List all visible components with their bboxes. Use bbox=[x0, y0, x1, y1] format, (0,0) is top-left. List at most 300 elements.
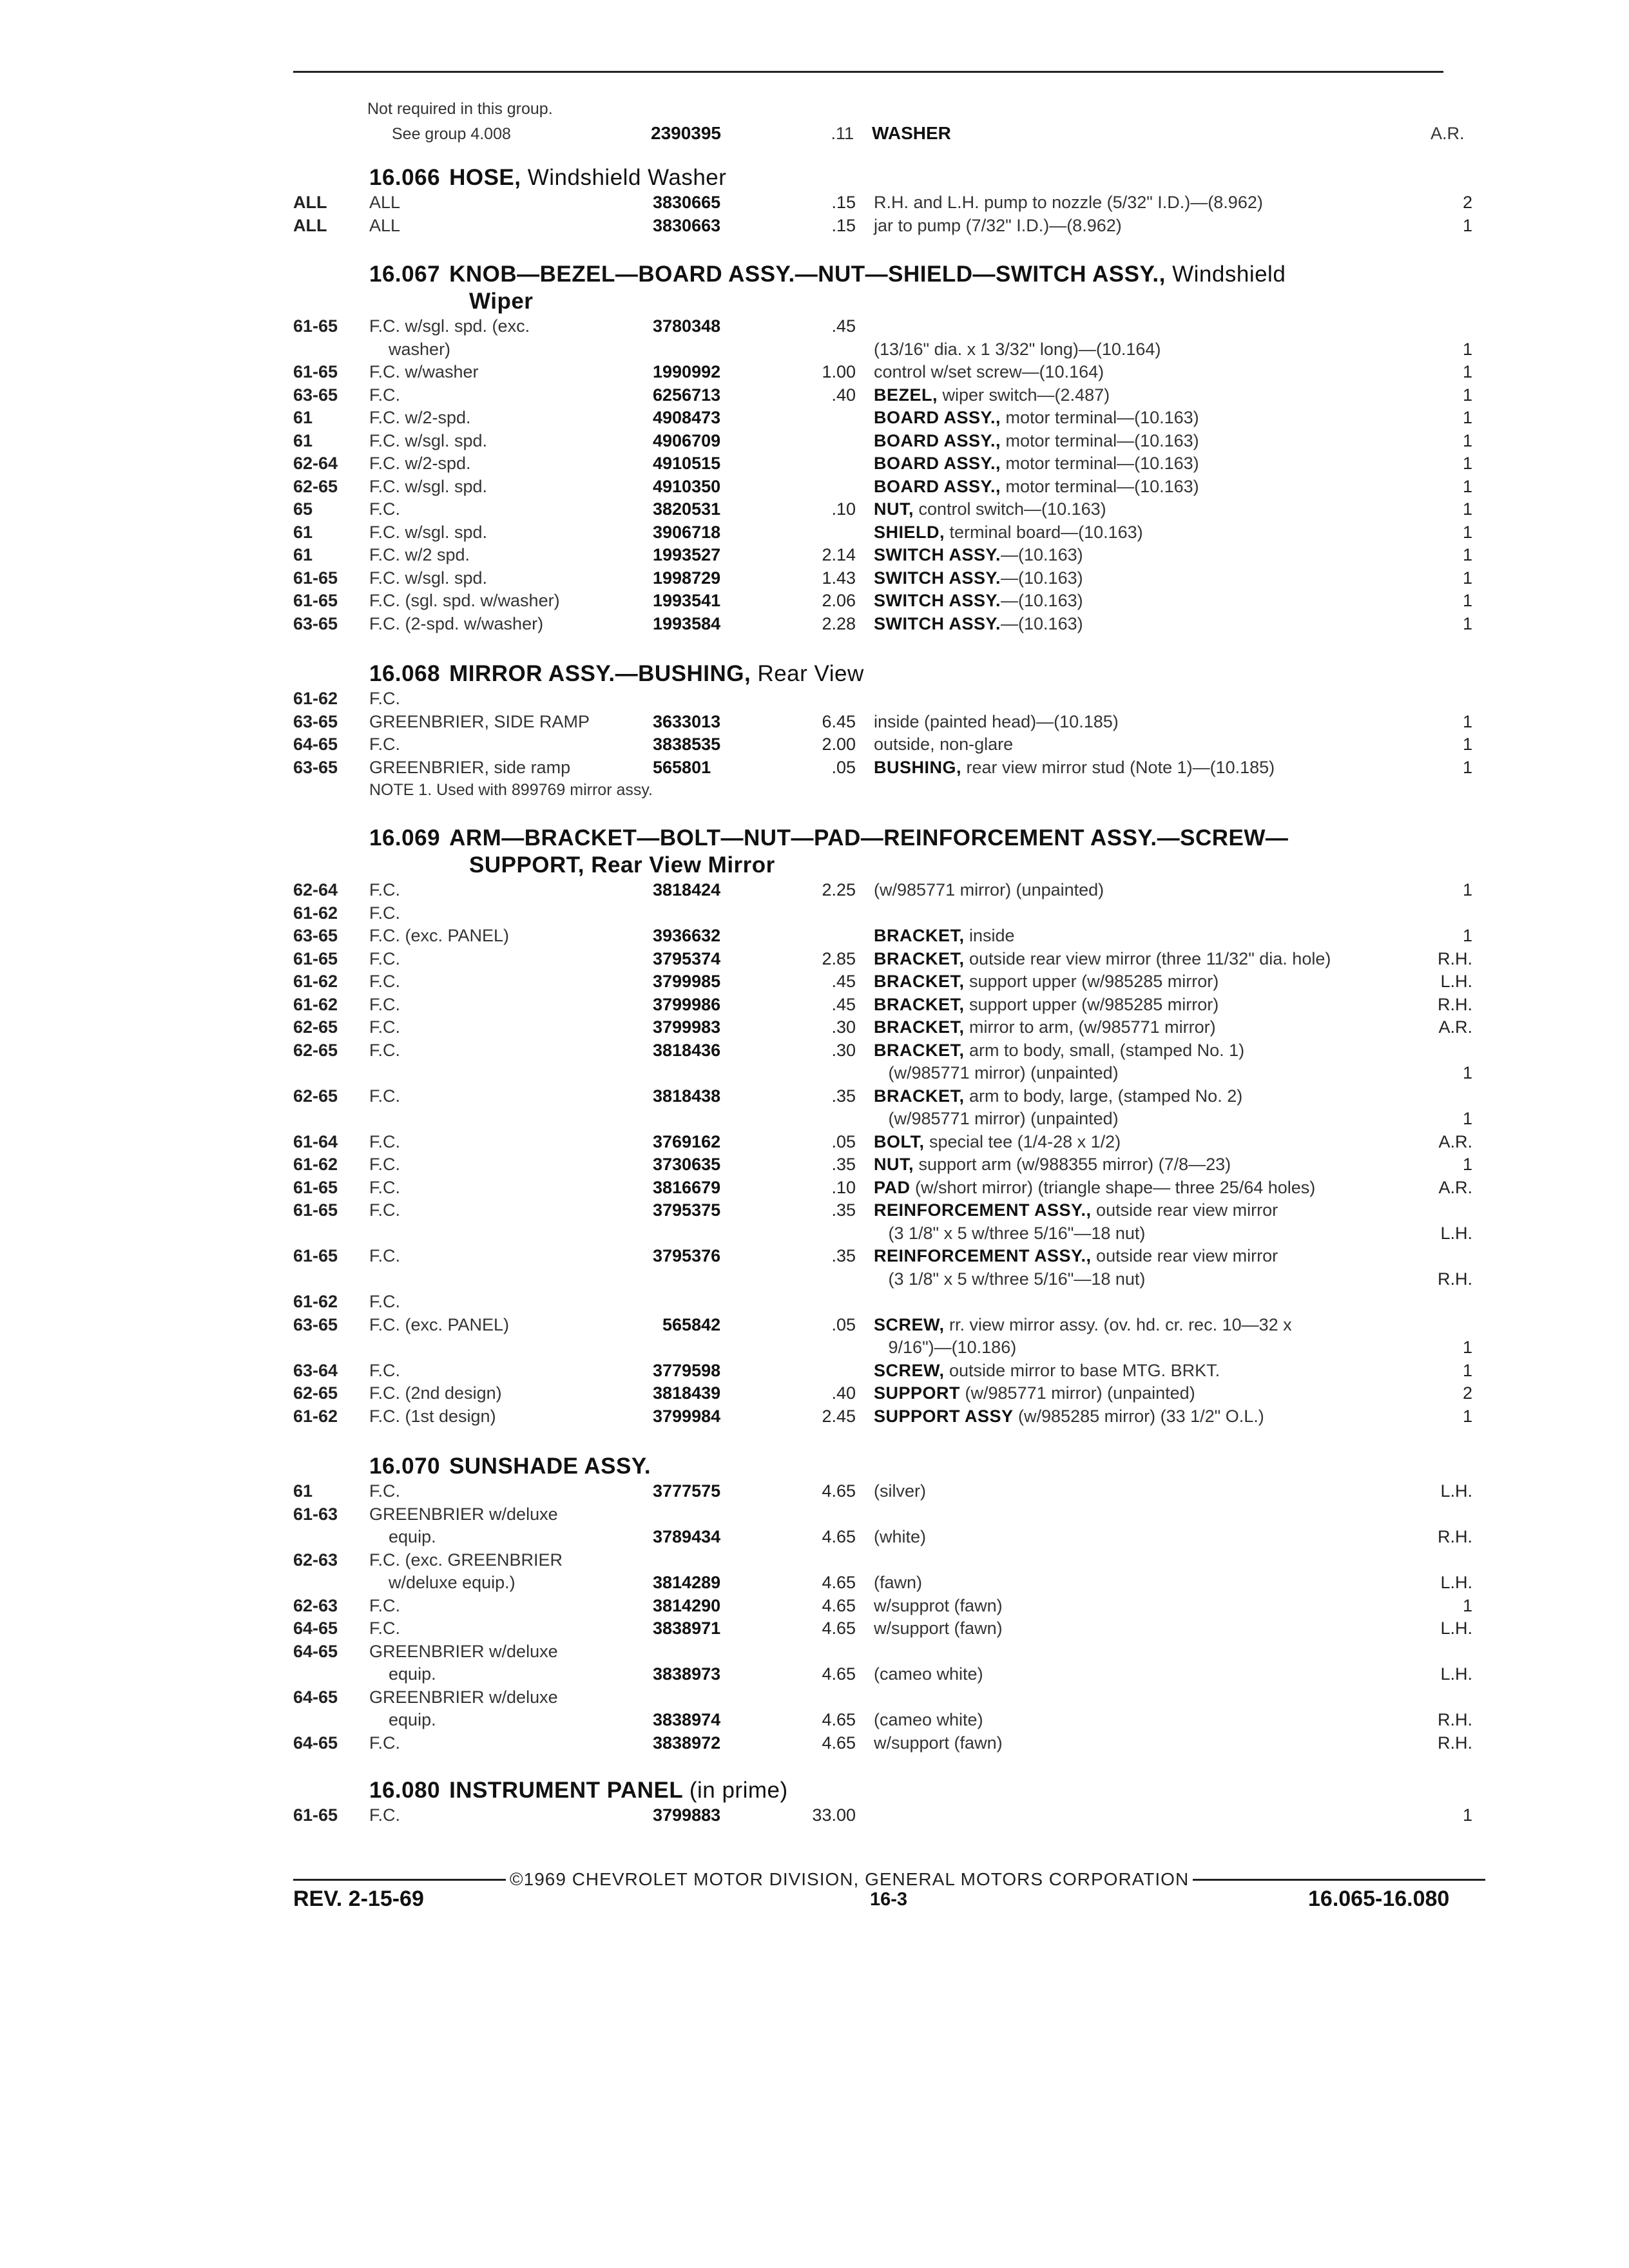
description bbox=[874, 430, 1437, 453]
description-text: (cameo white) bbox=[874, 1664, 983, 1684]
section-16-067 bbox=[293, 261, 1472, 635]
table-row bbox=[293, 902, 1472, 925]
model-year: 61-62 bbox=[293, 903, 338, 923]
section-subtitle: Rear View bbox=[757, 661, 864, 686]
table-row bbox=[293, 1245, 1472, 1291]
table-row bbox=[293, 1360, 1472, 1383]
part-number: 4908473 bbox=[653, 408, 721, 427]
table-row bbox=[293, 1732, 1472, 1755]
top-rule bbox=[293, 71, 1443, 73]
quantity: A.R. bbox=[1438, 1017, 1472, 1037]
description bbox=[874, 1595, 1437, 1618]
model-application: F.C. bbox=[369, 1155, 401, 1174]
quantity: 1 bbox=[1462, 385, 1472, 405]
model-year: 61-62 bbox=[293, 1406, 338, 1426]
section-16-080 bbox=[293, 1777, 1472, 1827]
part-number: 3633013 bbox=[653, 711, 721, 731]
model-year: 63-65 bbox=[293, 711, 338, 731]
description bbox=[874, 384, 1437, 407]
section-title-line2: Wiper bbox=[469, 289, 534, 314]
model-year: 61 bbox=[293, 545, 313, 564]
part-number: 3799985 bbox=[653, 972, 721, 991]
description-text: motor terminal—(10.163) bbox=[1001, 430, 1199, 450]
part-number: 3789434 bbox=[653, 1527, 721, 1546]
quantity: 1 bbox=[1462, 339, 1472, 359]
description-text: (white) bbox=[874, 1527, 927, 1546]
part-name: BUSHING, bbox=[874, 757, 962, 777]
part-number: 3906718 bbox=[653, 522, 721, 542]
description bbox=[874, 544, 1437, 567]
quantity: R.H. bbox=[1438, 1710, 1472, 1729]
description bbox=[874, 1199, 1437, 1245]
description bbox=[874, 994, 1437, 1017]
part-name: BEZEL, bbox=[874, 385, 938, 405]
model-application: F.C. bbox=[369, 689, 401, 708]
section-number: 16.080 bbox=[369, 1778, 441, 1803]
model-year: ALL bbox=[293, 215, 327, 235]
description bbox=[874, 756, 1437, 780]
model-application: F.C. (2-spd. w/washer) bbox=[369, 613, 544, 633]
part-name: SWITCH ASSY. bbox=[874, 613, 1001, 633]
quantity: R.H. bbox=[1438, 1269, 1472, 1289]
quantity: 1 bbox=[1462, 757, 1472, 777]
intro-block bbox=[367, 97, 1463, 146]
description bbox=[874, 948, 1437, 971]
quantity: 1 bbox=[1462, 215, 1472, 235]
model-year: ALL bbox=[293, 193, 327, 212]
model-application: F.C. w/sgl. spd. (exc. washer) bbox=[369, 316, 530, 359]
model-year: 64-65 bbox=[293, 1733, 338, 1753]
part-name: BOARD ASSY., bbox=[874, 454, 1001, 473]
model-year: 61-65 bbox=[293, 1805, 338, 1825]
model-year: 61-62 bbox=[293, 689, 338, 708]
description bbox=[874, 613, 1437, 636]
quantity: R.H. bbox=[1438, 994, 1472, 1014]
model-year: 61-62 bbox=[293, 1292, 338, 1311]
section-number: 16.068 bbox=[369, 661, 441, 686]
description-text: motor terminal—(10.163) bbox=[1001, 454, 1199, 473]
section-title: INSTRUMENT PANEL bbox=[449, 1778, 683, 1803]
model-year: 65 bbox=[293, 499, 313, 519]
table-row bbox=[293, 756, 1472, 780]
intro-line: Not required in this group. bbox=[367, 100, 553, 118]
part-number: 3816679 bbox=[653, 1177, 721, 1197]
description-text: w/support (fawn) bbox=[874, 1619, 1003, 1638]
table-row bbox=[293, 970, 1472, 994]
description-text: (fawn) bbox=[874, 1573, 923, 1592]
description-text: inside (painted head)—(10.185) bbox=[874, 711, 1119, 731]
model-year: 61-65 bbox=[293, 591, 338, 610]
part-name: BOARD ASSY., bbox=[874, 430, 1001, 450]
table-row bbox=[293, 452, 1472, 476]
description-text: (w/985771 mirror) (unpainted) bbox=[960, 1383, 1195, 1403]
description bbox=[874, 733, 1437, 756]
quantity: 1 bbox=[1462, 1805, 1472, 1825]
description-text: support upper (w/985285 mirror) bbox=[964, 994, 1219, 1014]
quantity: 1 bbox=[1462, 591, 1472, 610]
quantity: L.H. bbox=[1440, 972, 1472, 991]
table-row bbox=[293, 1405, 1472, 1428]
section-number: 16.066 bbox=[369, 165, 441, 190]
part-number: 1993541 bbox=[653, 591, 721, 610]
footer-rule bbox=[293, 1869, 1485, 1890]
model-application: F.C. bbox=[369, 1292, 401, 1311]
model-application: F.C. w/washer bbox=[369, 362, 479, 381]
model-year: 62-65 bbox=[293, 1017, 338, 1037]
model-year: 62-65 bbox=[293, 476, 338, 496]
description bbox=[874, 361, 1437, 384]
table-row bbox=[293, 733, 1472, 756]
table-row bbox=[293, 384, 1472, 407]
quantity: 1 bbox=[1462, 476, 1472, 496]
quantity: 1 bbox=[1462, 880, 1472, 899]
description-text: control w/set screw—(10.164) bbox=[874, 362, 1104, 381]
model-year: 61-65 bbox=[293, 362, 338, 381]
model-year: 64-65 bbox=[293, 1619, 338, 1638]
model-application: ALL bbox=[369, 215, 401, 235]
table-row bbox=[293, 191, 1472, 215]
quantity: 1 bbox=[1462, 522, 1472, 542]
model-application: F.C. bbox=[369, 1131, 401, 1151]
model-year: 61-65 bbox=[293, 1246, 338, 1265]
description bbox=[874, 1085, 1437, 1131]
part-name: NUT, bbox=[874, 1155, 914, 1174]
quantity: 1 bbox=[1462, 1155, 1472, 1174]
quantity: 1 bbox=[1462, 613, 1472, 633]
quantity: 1 bbox=[1462, 1338, 1472, 1357]
description-text: wiper switch—(2.487) bbox=[938, 385, 1110, 405]
model-year: 62-65 bbox=[293, 1086, 338, 1106]
description bbox=[874, 590, 1437, 613]
table-row bbox=[293, 430, 1472, 453]
price: .45 bbox=[831, 316, 856, 336]
table-row bbox=[293, 1039, 1472, 1085]
description: WASHER bbox=[872, 123, 951, 143]
table-row bbox=[293, 1085, 1472, 1131]
model-application: F.C. w/2 spd. bbox=[369, 545, 470, 564]
table-row bbox=[293, 1291, 1472, 1314]
copyright: ©1969 CHEVROLET MOTOR DIVISION, GENERAL MOTORS CORPORATION bbox=[510, 1869, 1190, 1889]
model-year: 61-62 bbox=[293, 1155, 338, 1174]
part-number: 1990992 bbox=[653, 362, 721, 381]
model-application: F.C. w/sgl. spd. bbox=[369, 568, 488, 588]
model-year: 62-65 bbox=[293, 1040, 338, 1060]
description bbox=[874, 1131, 1437, 1154]
description bbox=[874, 315, 1437, 361]
part-number: 3795375 bbox=[653, 1200, 721, 1220]
description-text: (w/985285 mirror) (33 1/2" O.L.) bbox=[1013, 1406, 1264, 1426]
price: 4.65 bbox=[822, 1733, 856, 1753]
model-year: 63-64 bbox=[293, 1360, 338, 1380]
section-heading bbox=[369, 1777, 1472, 1804]
part-name: BRACKET, bbox=[874, 926, 965, 945]
description-text: (cameo white) bbox=[874, 1710, 983, 1729]
model-application: F.C. (exc. PANEL) bbox=[369, 1314, 510, 1334]
model-application: F.C. w/sgl. spd. bbox=[369, 430, 488, 450]
part-name: SHIELD, bbox=[874, 522, 945, 542]
model-year: 62-64 bbox=[293, 880, 338, 899]
model-application: GREENBRIER w/deluxe equip. bbox=[369, 1504, 558, 1546]
description-text: arm to body, large, (stamped No. 2) (w/985771 mirror) (unpainted) bbox=[888, 1086, 1243, 1128]
section-note: NOTE 1. Used with 899769 mirror assy. bbox=[369, 781, 653, 799]
price: .35 bbox=[831, 1155, 856, 1174]
price: 4.65 bbox=[822, 1595, 856, 1615]
part-number: 1993584 bbox=[653, 613, 721, 633]
model-year: 63-65 bbox=[293, 385, 338, 405]
model-year: 64-65 bbox=[293, 1687, 338, 1707]
description bbox=[874, 711, 1437, 734]
quantity: 1 bbox=[1462, 1063, 1472, 1082]
description-text: (silver) bbox=[874, 1481, 926, 1501]
table-row bbox=[293, 1016, 1472, 1039]
part-name: BOARD ASSY., bbox=[874, 408, 1001, 427]
model-year: 61-63 bbox=[293, 1504, 338, 1524]
table-row bbox=[293, 315, 1472, 361]
section-heading bbox=[369, 164, 1472, 191]
quantity: 2 bbox=[1462, 193, 1472, 212]
section-title: KNOB—BEZEL—BOARD ASSY.—NUT—SHIELD—SWITCH ASSY., bbox=[449, 262, 1166, 287]
model-year: 61-64 bbox=[293, 1131, 338, 1151]
table-row bbox=[293, 215, 1472, 238]
price: .35 bbox=[831, 1246, 856, 1265]
description-text: —(10.163) bbox=[1001, 568, 1083, 588]
model-application: F.C. bbox=[369, 1246, 401, 1265]
model-year: 61-62 bbox=[293, 994, 338, 1014]
quantity: 1 bbox=[1462, 499, 1472, 519]
table-row bbox=[293, 1804, 1472, 1827]
description bbox=[874, 1617, 1437, 1640]
model-application: F.C. bbox=[369, 1017, 401, 1037]
part-number: 3830663 bbox=[653, 215, 721, 235]
part-number: 3799983 bbox=[653, 1017, 721, 1037]
model-year: 61-65 bbox=[293, 1200, 338, 1220]
part-number: 3818439 bbox=[653, 1383, 721, 1403]
part-name: SUPPORT bbox=[874, 1383, 961, 1403]
part-number: 3838974 bbox=[653, 1710, 721, 1729]
model-year: 61 bbox=[293, 430, 313, 450]
price: .10 bbox=[831, 1177, 856, 1197]
price: .15 bbox=[831, 215, 856, 235]
section-title: ARM—BRACKET—BOLT—NUT—PAD—REINFORCEMENT ASSY.—SCREW— bbox=[449, 825, 1289, 850]
part-name: BRACKET, bbox=[874, 994, 965, 1014]
part-number: 3838972 bbox=[653, 1733, 721, 1753]
part-number: 3838973 bbox=[653, 1664, 721, 1684]
description-text: outside rear view mirror (3 1/8" x 5 w/three 5/16"—18 nut) bbox=[888, 1246, 1278, 1289]
description bbox=[874, 879, 1437, 902]
description-text: w/support (fawn) bbox=[874, 1733, 1003, 1753]
part-number: 6256713 bbox=[653, 385, 721, 405]
model-year: 64-65 bbox=[293, 735, 338, 754]
model-application: F.C. bbox=[369, 1086, 401, 1106]
model-application: F.C. bbox=[369, 1040, 401, 1060]
part-number: 3814289 bbox=[653, 1573, 721, 1592]
model-year: 61-65 bbox=[293, 568, 338, 588]
price: .30 bbox=[831, 1017, 856, 1037]
part-number: 3777575 bbox=[653, 1481, 721, 1501]
table-row bbox=[293, 925, 1472, 948]
section-number: 16.069 bbox=[369, 825, 441, 850]
part-name: SWITCH ASSY. bbox=[874, 568, 1001, 588]
section-subtitle: Windshield bbox=[1172, 262, 1286, 287]
model-year: 62-63 bbox=[293, 1550, 338, 1570]
description-text: rear view mirror stud (Note 1)—(10.185) bbox=[961, 757, 1275, 777]
model-application: F.C. bbox=[369, 385, 401, 405]
price: 2.14 bbox=[822, 545, 856, 564]
part-name: REINFORCEMENT ASSY., bbox=[874, 1200, 1092, 1220]
description bbox=[874, 1245, 1437, 1291]
part-number: 3818438 bbox=[653, 1086, 721, 1106]
description-text: outside rear view mirror (three 11/32" dia. hole) bbox=[964, 948, 1331, 968]
description bbox=[874, 1480, 1437, 1503]
price: .45 bbox=[831, 994, 856, 1014]
description bbox=[874, 567, 1437, 590]
quantity: 1 bbox=[1462, 362, 1472, 381]
description bbox=[874, 215, 1437, 238]
table-row bbox=[293, 1153, 1472, 1177]
description-text: terminal board—(10.163) bbox=[945, 522, 1143, 542]
section-16-069 bbox=[293, 825, 1472, 1428]
table-row bbox=[293, 590, 1472, 613]
model-year: 64-65 bbox=[293, 1641, 338, 1661]
model-year: 61-65 bbox=[293, 1177, 338, 1197]
price: .45 bbox=[831, 972, 856, 991]
section-range: 16.065-16.080 bbox=[1308, 1887, 1450, 1911]
description bbox=[874, 1503, 1437, 1549]
table-row bbox=[293, 1131, 1472, 1154]
part-number: 3820531 bbox=[653, 499, 721, 519]
price: 2.00 bbox=[822, 735, 856, 754]
part-number: 2390395 bbox=[651, 123, 722, 143]
quantity: 1 bbox=[1462, 711, 1472, 731]
description-text: motor terminal—(10.163) bbox=[1001, 476, 1199, 496]
model-year: 61 bbox=[293, 1481, 313, 1501]
table-row bbox=[293, 613, 1472, 636]
model-application: GREENBRIER w/deluxe equip. bbox=[369, 1641, 558, 1684]
quantity: R.H. bbox=[1438, 1733, 1472, 1753]
part-name: BRACKET, bbox=[874, 1086, 965, 1106]
section-title: SUNSHADE ASSY. bbox=[449, 1454, 651, 1479]
model-application: F.C. w/sgl. spd. bbox=[369, 476, 488, 496]
model-application: F.C. w/2-spd. bbox=[369, 454, 471, 473]
description bbox=[874, 1549, 1437, 1595]
description bbox=[874, 1640, 1437, 1686]
quantity: L.H. bbox=[1440, 1619, 1472, 1638]
model-application: F.C. (1st design) bbox=[369, 1406, 496, 1426]
model-application: F.C. (exc. GREENBRIER w/deluxe equip.) bbox=[369, 1550, 563, 1592]
quantity: L.H. bbox=[1440, 1481, 1472, 1501]
revision-date: REV. 2-15-69 bbox=[293, 1887, 424, 1911]
price: .35 bbox=[831, 1200, 856, 1220]
part-number: 3730635 bbox=[653, 1155, 721, 1174]
model-year: 63-65 bbox=[293, 926, 338, 945]
intro-row bbox=[367, 121, 1463, 146]
description bbox=[874, 1382, 1437, 1405]
section-title: MIRROR ASSY.—BUSHING, bbox=[449, 661, 751, 686]
section-title-line2: SUPPORT, Rear View Mirror bbox=[469, 852, 775, 878]
description bbox=[874, 521, 1437, 544]
price: 2.45 bbox=[822, 1406, 856, 1426]
quantity: 1 bbox=[1462, 1406, 1472, 1426]
model-application: F.C. bbox=[369, 972, 401, 991]
description bbox=[874, 1039, 1437, 1085]
model-application: F.C. w/2-spd. bbox=[369, 408, 471, 427]
part-name: BOLT, bbox=[874, 1131, 925, 1151]
part-number: 3838535 bbox=[653, 735, 721, 754]
price: 2.28 bbox=[822, 613, 856, 633]
part-name: BRACKET, bbox=[874, 972, 965, 991]
price: .15 bbox=[831, 193, 856, 212]
price: 1.43 bbox=[822, 568, 856, 588]
price: .05 bbox=[831, 757, 856, 777]
description-text: support arm (w/988355 mirror) (7/8—23) bbox=[914, 1155, 1231, 1174]
table-row bbox=[293, 1382, 1472, 1405]
table-row bbox=[293, 476, 1472, 499]
part-number: 3780348 bbox=[653, 316, 721, 336]
part-number: 3795374 bbox=[653, 948, 721, 968]
model-year: 61-65 bbox=[293, 316, 338, 336]
quantity: 1 bbox=[1462, 430, 1472, 450]
part-name: SCREW, bbox=[874, 1360, 945, 1380]
table-row bbox=[293, 1503, 1472, 1549]
section-heading bbox=[369, 825, 1472, 879]
table-row bbox=[293, 1480, 1472, 1503]
part-number: 3814290 bbox=[653, 1595, 721, 1615]
description-text: (w/short mirror) (triangle shape— three 25/64 holes) bbox=[910, 1177, 1316, 1197]
model-year: 61-65 bbox=[293, 948, 338, 968]
part-number: 3799883 bbox=[653, 1805, 721, 1825]
section-subtitle: Windshield Washer bbox=[527, 165, 727, 190]
part-number: 3769162 bbox=[653, 1131, 721, 1151]
model-application: F.C. bbox=[369, 948, 401, 968]
description bbox=[874, 1405, 1437, 1428]
description-text: rr. view mirror assy. (ov. hd. cr. rec. 10—32 x 9/16")—(10.186) bbox=[888, 1314, 1292, 1357]
price: 4.65 bbox=[822, 1527, 856, 1546]
price: 4.65 bbox=[822, 1710, 856, 1729]
description-text: motor terminal—(10.163) bbox=[1001, 408, 1199, 427]
description bbox=[874, 925, 1437, 948]
price: .40 bbox=[831, 385, 856, 405]
price: .30 bbox=[831, 1040, 856, 1060]
part-number: 3779598 bbox=[653, 1360, 721, 1380]
model-year: 62-65 bbox=[293, 1383, 338, 1403]
price: 2.25 bbox=[822, 880, 856, 899]
table-row bbox=[293, 1177, 1472, 1200]
description bbox=[874, 1360, 1437, 1383]
description bbox=[874, 970, 1437, 994]
table-row bbox=[293, 879, 1472, 902]
price: .10 bbox=[831, 499, 856, 519]
description bbox=[874, 191, 1437, 215]
price: 4.65 bbox=[822, 1481, 856, 1501]
price: 4.65 bbox=[822, 1664, 856, 1684]
footer-dash-left bbox=[293, 1879, 506, 1881]
model-year: 63-65 bbox=[293, 613, 338, 633]
table-row bbox=[293, 544, 1472, 567]
price: 33.00 bbox=[812, 1805, 856, 1825]
price: 2.06 bbox=[822, 591, 856, 610]
model-application: F.C. bbox=[369, 994, 401, 1014]
model-application: F.C. bbox=[369, 1733, 401, 1753]
section-16-066 bbox=[293, 164, 1472, 237]
model-application: GREENBRIER, SIDE RAMP bbox=[369, 711, 590, 731]
description bbox=[874, 498, 1437, 521]
quantity: 2 bbox=[1462, 1383, 1472, 1403]
part-name: BRACKET, bbox=[874, 1040, 965, 1060]
part-number: 3838971 bbox=[653, 1619, 721, 1638]
section-heading bbox=[369, 261, 1472, 315]
description-text: support upper (w/985285 mirror) bbox=[964, 972, 1219, 991]
model-application: F.C. bbox=[369, 1595, 401, 1615]
